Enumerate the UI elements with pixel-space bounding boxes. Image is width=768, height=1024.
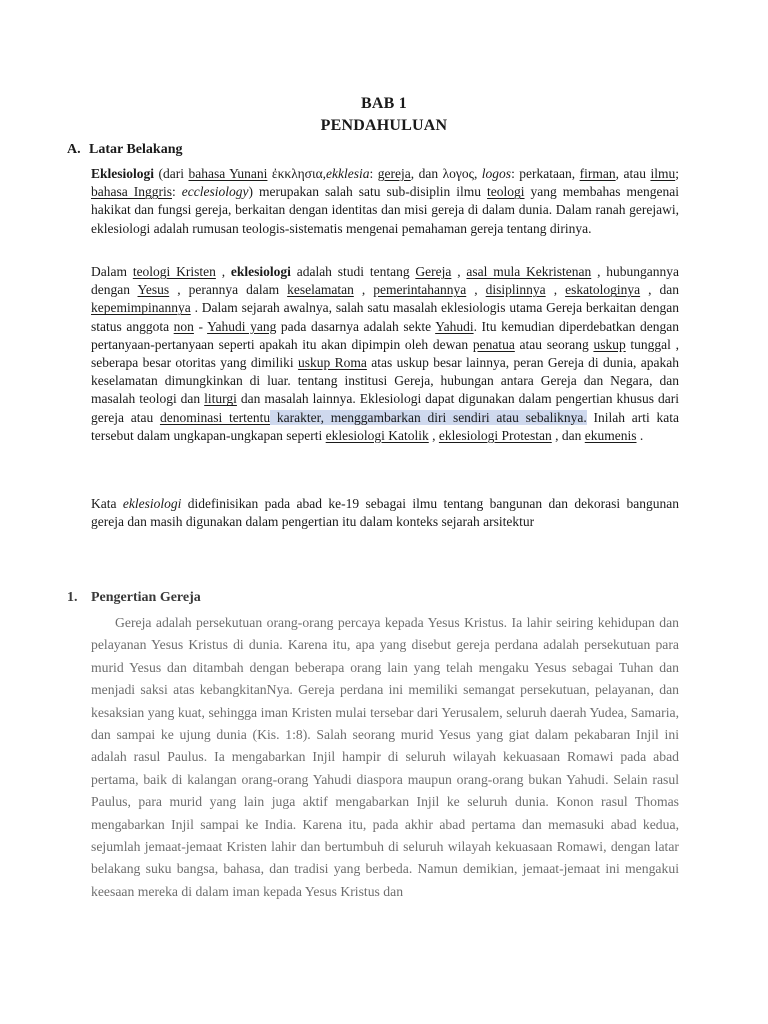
link-yahudi-yang[interactable]: Yahudi yang [207, 318, 277, 334]
paragraph-architecture: Kata eklesiologi didefinisikan pada abad ke-19 sebagai ilmu tentang bangunan dan dekorasi bangunan gereja dan masih digunakan dalam pengertian itu dalam konteks sejarah arsitektur [91, 496, 679, 530]
section-label: Pengertian Gereja [91, 590, 201, 605]
text-selection-highlight[interactable]: karakter, menggambarkan diri sendiri atau sebaliknya. [270, 409, 587, 425]
chapter-number: BAB 1 [361, 95, 407, 112]
link-ilmu[interactable]: ilmu [650, 166, 676, 181]
link-asal-mula-kekristenan[interactable]: asal mula Kekristenan [466, 264, 592, 279]
chapter-title: PENDAHULUAN [320, 117, 448, 134]
link-ekumenis[interactable]: ekumenis [584, 427, 637, 443]
link-uskup-roma[interactable]: uskup Roma [298, 355, 367, 371]
link-denominasi-tertentu[interactable]: denominasi tertentu [159, 409, 271, 425]
term-eklesiologi: Eklesiologi [91, 166, 155, 181]
link-eklesiologi-katolik[interactable]: eklesiologi Katolik [325, 427, 429, 443]
link-teologi-kristen[interactable]: teologi Kristen [132, 264, 216, 279]
section-number: A. [67, 142, 81, 157]
link-yahudi[interactable]: Yahudi [435, 318, 474, 334]
section-number: 1. [67, 590, 78, 605]
link-pemerintahannya[interactable]: pemerintahannya [373, 282, 467, 298]
paragraph-definition: Eklesiologi (dari bahasa Yunani ἐκκλησια,ekklesia: gereja, dan λογος, logos: perkataan, firman, atau ilmu; bahasa Inggris: ecclesiology) merupakan salah satu sub-disiplin ilmu teologi yang membahas mengenai hakikat dan fungsi gereja, berkaitan dengan identitas dan misi gereja di dalam dunia. Dalam ranah gerejawi, eklesiologi adalah rumusan teologis-sistematis mengenai pemahaman gereja tentang dirinya. [91, 166, 679, 236]
section-heading-a [67, 142, 182, 158]
link-kepemimpinannya[interactable]: kepemimpinannya [91, 300, 191, 316]
link-non[interactable]: non [173, 318, 194, 334]
section-label: Latar Belakang [89, 142, 183, 157]
link-uskup[interactable]: uskup [593, 336, 626, 352]
link-teologi[interactable]: teologi [487, 184, 525, 200]
link-gereja[interactable]: Gereja [415, 264, 452, 279]
link-eklesiologi-protestan[interactable]: eklesiologi Protestan [438, 427, 552, 443]
link-eskatologinya[interactable]: eskatologinya [565, 282, 641, 298]
section-heading-1 [67, 590, 201, 606]
link-yesus[interactable]: Yesus [137, 282, 170, 298]
link-gereja[interactable]: gereja [377, 166, 411, 181]
paragraph-pengertian-gereja: Gereja adalah persekutuan orang-orang percaya kepada Yesus Kristus. Ia lahir seiring kehidupan dan pelayanan Yesus Kristus di dunia. Karena itu, apa yang disebut gereja perdana adalah persekutuan para murid Yesus dan ditambah dengan beberapa orang lain yang telah mengaku Yesus sebagai Tuhan dan menjadi saksi atas kebangkitanNya. Gereja perdana ini memiliki semangat persekutuan, pelayanan, dan kesaksian yang kuat, sehingga iman Kristen mulai tersebar dari Yerusalem, seluruh daerah Yudea, Samaria, dan sampai ke ujung dunia (Kis. 1:8). Salah seorang murid Yesus yang giat dalam pekabaran Injil ini adalah rasul Paulus. Ia mengabarkan Injil hampir di seluruh wilayah kekuasaan Romawi pada abad pertama, baik di kalangan orang-orang Yahudi diaspora maupun orang-orang bukan Yahudi. Selain rasul Paulus, para murid yang lain juga aktif mengabarkan Injil ke seluruh dunia. Konon rasul Thomas mengabarkan Injil sampai ke India. Karena itu, pada akhir abad pertama dan memasuki abad kedua, sejumlah jemaat-jemaat Kristen lahir dan bertumbuh di seluruh wilayah kekuasaan Romawi, dengan latar belakang suku bangsa, bahasa, dan tradisi yang berbeda. Namun demikian, jemaat-jemaat ini mengakui keesaan mereka di dalam iman kepada Yesus Kristus dan [91, 615, 679, 899]
link-firman[interactable]: firman [579, 166, 616, 181]
link-keselamatan[interactable]: keselamatan [287, 282, 354, 298]
link-liturgi[interactable]: liturgi [204, 391, 237, 407]
link-bahasa-inggris[interactable]: bahasa Inggris [91, 184, 172, 200]
link-penatua[interactable]: penatua [472, 336, 515, 352]
paragraph-study: Dalam teologi Kristen , eklesiologi adalah studi tentang Gereja , asal mula Kekristenan , hubungannya dengan Yesus , perannya dalam keselamatan , pemerintahannya , disiplinnya , eskatologinya , dan kepemimpinannya . Dalam sejarah awalnya, salah satu masalah eklesiologis utama Gereja berkaitan dengan status anggota non - Yahudi yang pada dasarnya adalah sekte Yahudi. Itu kemudian diperdebatkan dengan pertanyaan-pertanyaan seperti apakah itu akan dipimpin oleh dewan penatua atau seorang uskup tunggal , seberapa besar otoritas yang dimiliki uskup Roma atas uskup besar lainnya, peran Gereja di dunia, apakah keselamatan dimungkinkan di luar. tentang institusi Gereja, hubungan antara Gereja dan Negara, dan masalah teologi dan liturgi dan masalah lainnya. Eklesiologi dapat digunakan dalam pengertian khusus dari gereja atau denominasi tertentu karakter, menggambarkan diri sendiri atau sebaliknya. Inilah arti kata tersebut dalam ungkapan-ungkapan seperti eklesiologi Katolik , eklesiologi Protestan , dan ekumenis . [91, 264, 680, 443]
link-disiplinnya[interactable]: disiplinnya [485, 282, 546, 298]
link-bahasa-yunani[interactable]: bahasa Yunani [188, 166, 268, 181]
